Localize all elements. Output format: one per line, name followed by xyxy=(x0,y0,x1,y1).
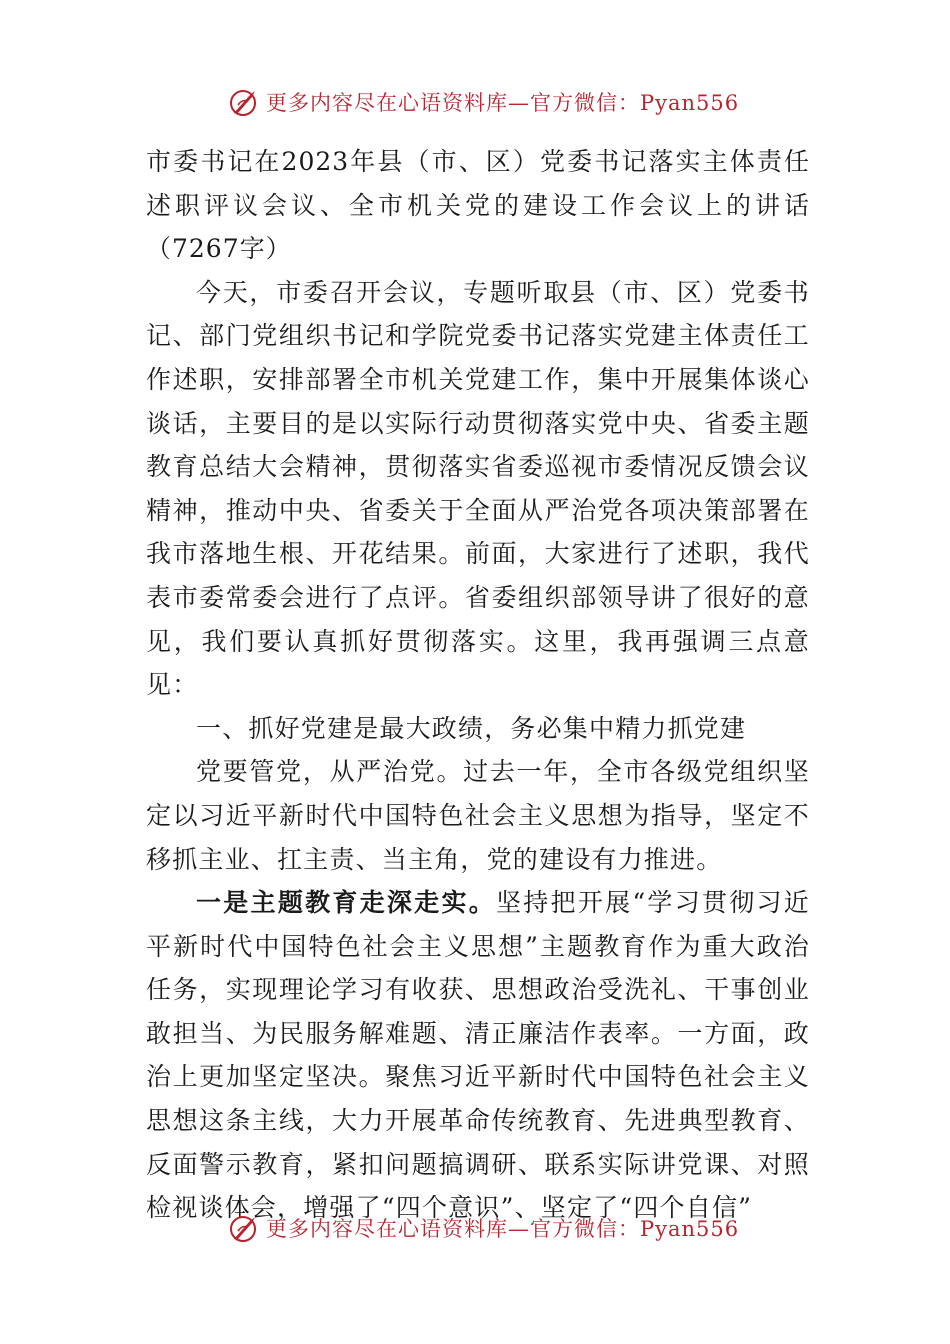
paragraph-3-lead: 一是主题教育走深走实。 xyxy=(196,888,497,918)
paragraph-intro: 今天，市委召开会议，专题听取县（市、区）党委书记、部门党组织书记和学院党委书记落实党建主体责任工作述职，安排部署全市机关党建工作，集中开展集体谈心谈话，主要目的是以实际行动贯彻落实党中央、省委主题教育总结大会精神，贯彻落实省委巡视市委情况反馈会议精神，推动中央、省委关于全面从严治党各项决策部署在我市落地生根、开花结果。前面，大家进行了述职，我代表市委常委会进行了点评。省委组织部领导讲了很好的意见，我们要认真抓好贯彻落实。这里，我再强调三点意见： xyxy=(146,277,810,700)
pen-logo-icon xyxy=(228,1211,262,1245)
document-body xyxy=(146,140,810,1230)
watermark-text: 更多内容尽在心语资料库—官方微信：Pyan556 xyxy=(266,91,740,115)
document-title: 市委书记在2023年县（市、区）党委书记落实主体责任述职评议会议、全市机关党的建设工作会议上的讲话（7267字） xyxy=(146,147,810,264)
paragraph-3 xyxy=(146,881,810,1230)
pen-logo-icon xyxy=(228,85,262,119)
watermark-banner-top xyxy=(228,82,739,122)
watermark-banner-bottom xyxy=(228,1208,739,1248)
section-heading-1: 一、抓好党建是最大政绩，务必集中精力抓党建 xyxy=(196,713,747,743)
paragraph-2: 党要管党，从严治党。过去一年，全市各级党组织坚定以习近平新时代中国特色社会主义思想为指导，坚定不移抓主业、扛主责、当主角，党的建设有力推进。 xyxy=(146,757,810,874)
watermark-text: 更多内容尽在心语资料库—官方微信：Pyan556 xyxy=(266,1217,740,1241)
paragraph-3-text: 坚持把开展“学习贯彻习近平新时代中国特色社会主义思想”主题教育作为重大政治任务，实现理论学习有收获、思想政治受洗礼、干事创业敢担当、为民服务解难题、清正廉洁作表率。一方面，政治上更加坚定坚决。聚焦习近平新时代中国特色社会主义思想这条主线，大力开展革命传统教育、先进典型教育、反面警示教育，紧扣问题搞调研、联系实际讲党课、对照检视谈体会，增强了“四个意识”、坚定了“四个自信” xyxy=(146,888,811,1223)
